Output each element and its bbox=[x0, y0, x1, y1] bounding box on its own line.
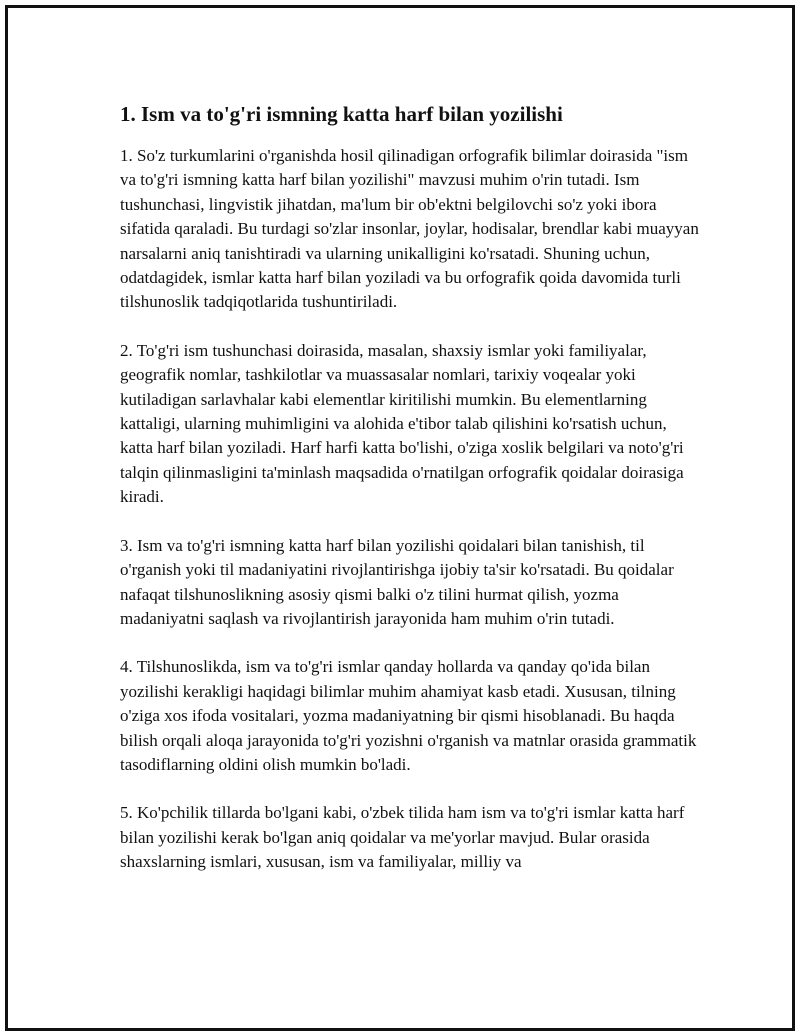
section-heading: 1. Ism va to'g'ri ismning katta harf bilan yozilishi bbox=[120, 102, 563, 126]
paragraph-1: 1. So'z turkumlarini o'rganishda hosil qilinadigan orfografik bilimlar doirasida "ism va to'g'ri ismning katta harf bilan yozilishi" mavzusi muhim o'rin tutadi. Ism tushunchasi, lingvistik jihatdan, ma'lum bir ob'ektni belgilovchi so'z yoki ibora sifatida qaraladi. Bu turdagi so'zlar insonlar, joylar, hodisalar, brendlar kabi muayyan narsalarni aniq tanishtiradi va ularning unikalligini ko'rsatadi. Shuning uchun, odatdagidek, ismlar katta harf bilan yoziladi va bu orfografik qoida davomida turli tilshunoslik tadqiqotlarida tushuntiriladi. bbox=[120, 146, 699, 312]
paragraph-4: 4. Tilshunoslikda, ism va to'g'ri ismlar qanday hollarda va qanday qo'ida bilan yozilishi kerakligi haqidagi bilimlar muhim ahamiyat kasb etadi. Xususan, tilning o'ziga xos ifoda vositalari, yozma madaniyatning bir qismi hisoblanadi. Bu haqda bilish orqali aloqa jarayonida to'g'ri yozishni o'rganish va matnlar orasida grammatik tasodiflarning oldini olish mumkin bo'ladi. bbox=[120, 657, 697, 774]
paragraph-5: 5. Ko'pchilik tillarda bo'lgani kabi, o'zbek tilida ham ism va to'g'ri ismlar katta harf bilan yozilishi kerak bo'lgan aniq qoidalar va me'yorlar mavjud. Bular orasida shaxslarning ismlari, xususan, ism va familiyalar, milliy va bbox=[120, 803, 685, 872]
paragraph-3: 3. Ism va to'g'ri ismning katta harf bilan yozilishi qoidalari bilan tanishish, til o'rganish yoki til madaniyatini rivojlantirishga ijobiy ta'sir ko'rsatadi. Bu qoidalar nafaqat tilshunoslikning asosiy qismi balki o'z tilini hurmat qilish, yozma madaniyatni saqlash va rivojlantirish jarayonida ham muhim o'rin tutadi. bbox=[120, 535, 674, 628]
page-border bbox=[5, 5, 795, 1031]
document-body bbox=[120, 100, 700, 899]
paragraph-2: 2. To'g'ri ism tushunchasi doirasida, masalan, shaxsiy ismlar yoki familiyalar, geografik nomlar, tashkilotlar va muassasalar nomlari, tarixiy voqealar yoki kutiladigan sarlavhalar kabi elementlar kiritilishi mumkin. Bu elementlarning kattaligi, ularning muhimligini va alohida e'tibor talab qilishini ko'rsatish uchun, katta harf bilan yoziladi. Harf harfi katta bo'lishi, o'ziga xoslik belgilari va noto'g'ri talqin qilinmasligini ta'minlash maqsadida o'rnatilgan orfografik qoidalar doirasiga kiradi. bbox=[120, 340, 684, 507]
